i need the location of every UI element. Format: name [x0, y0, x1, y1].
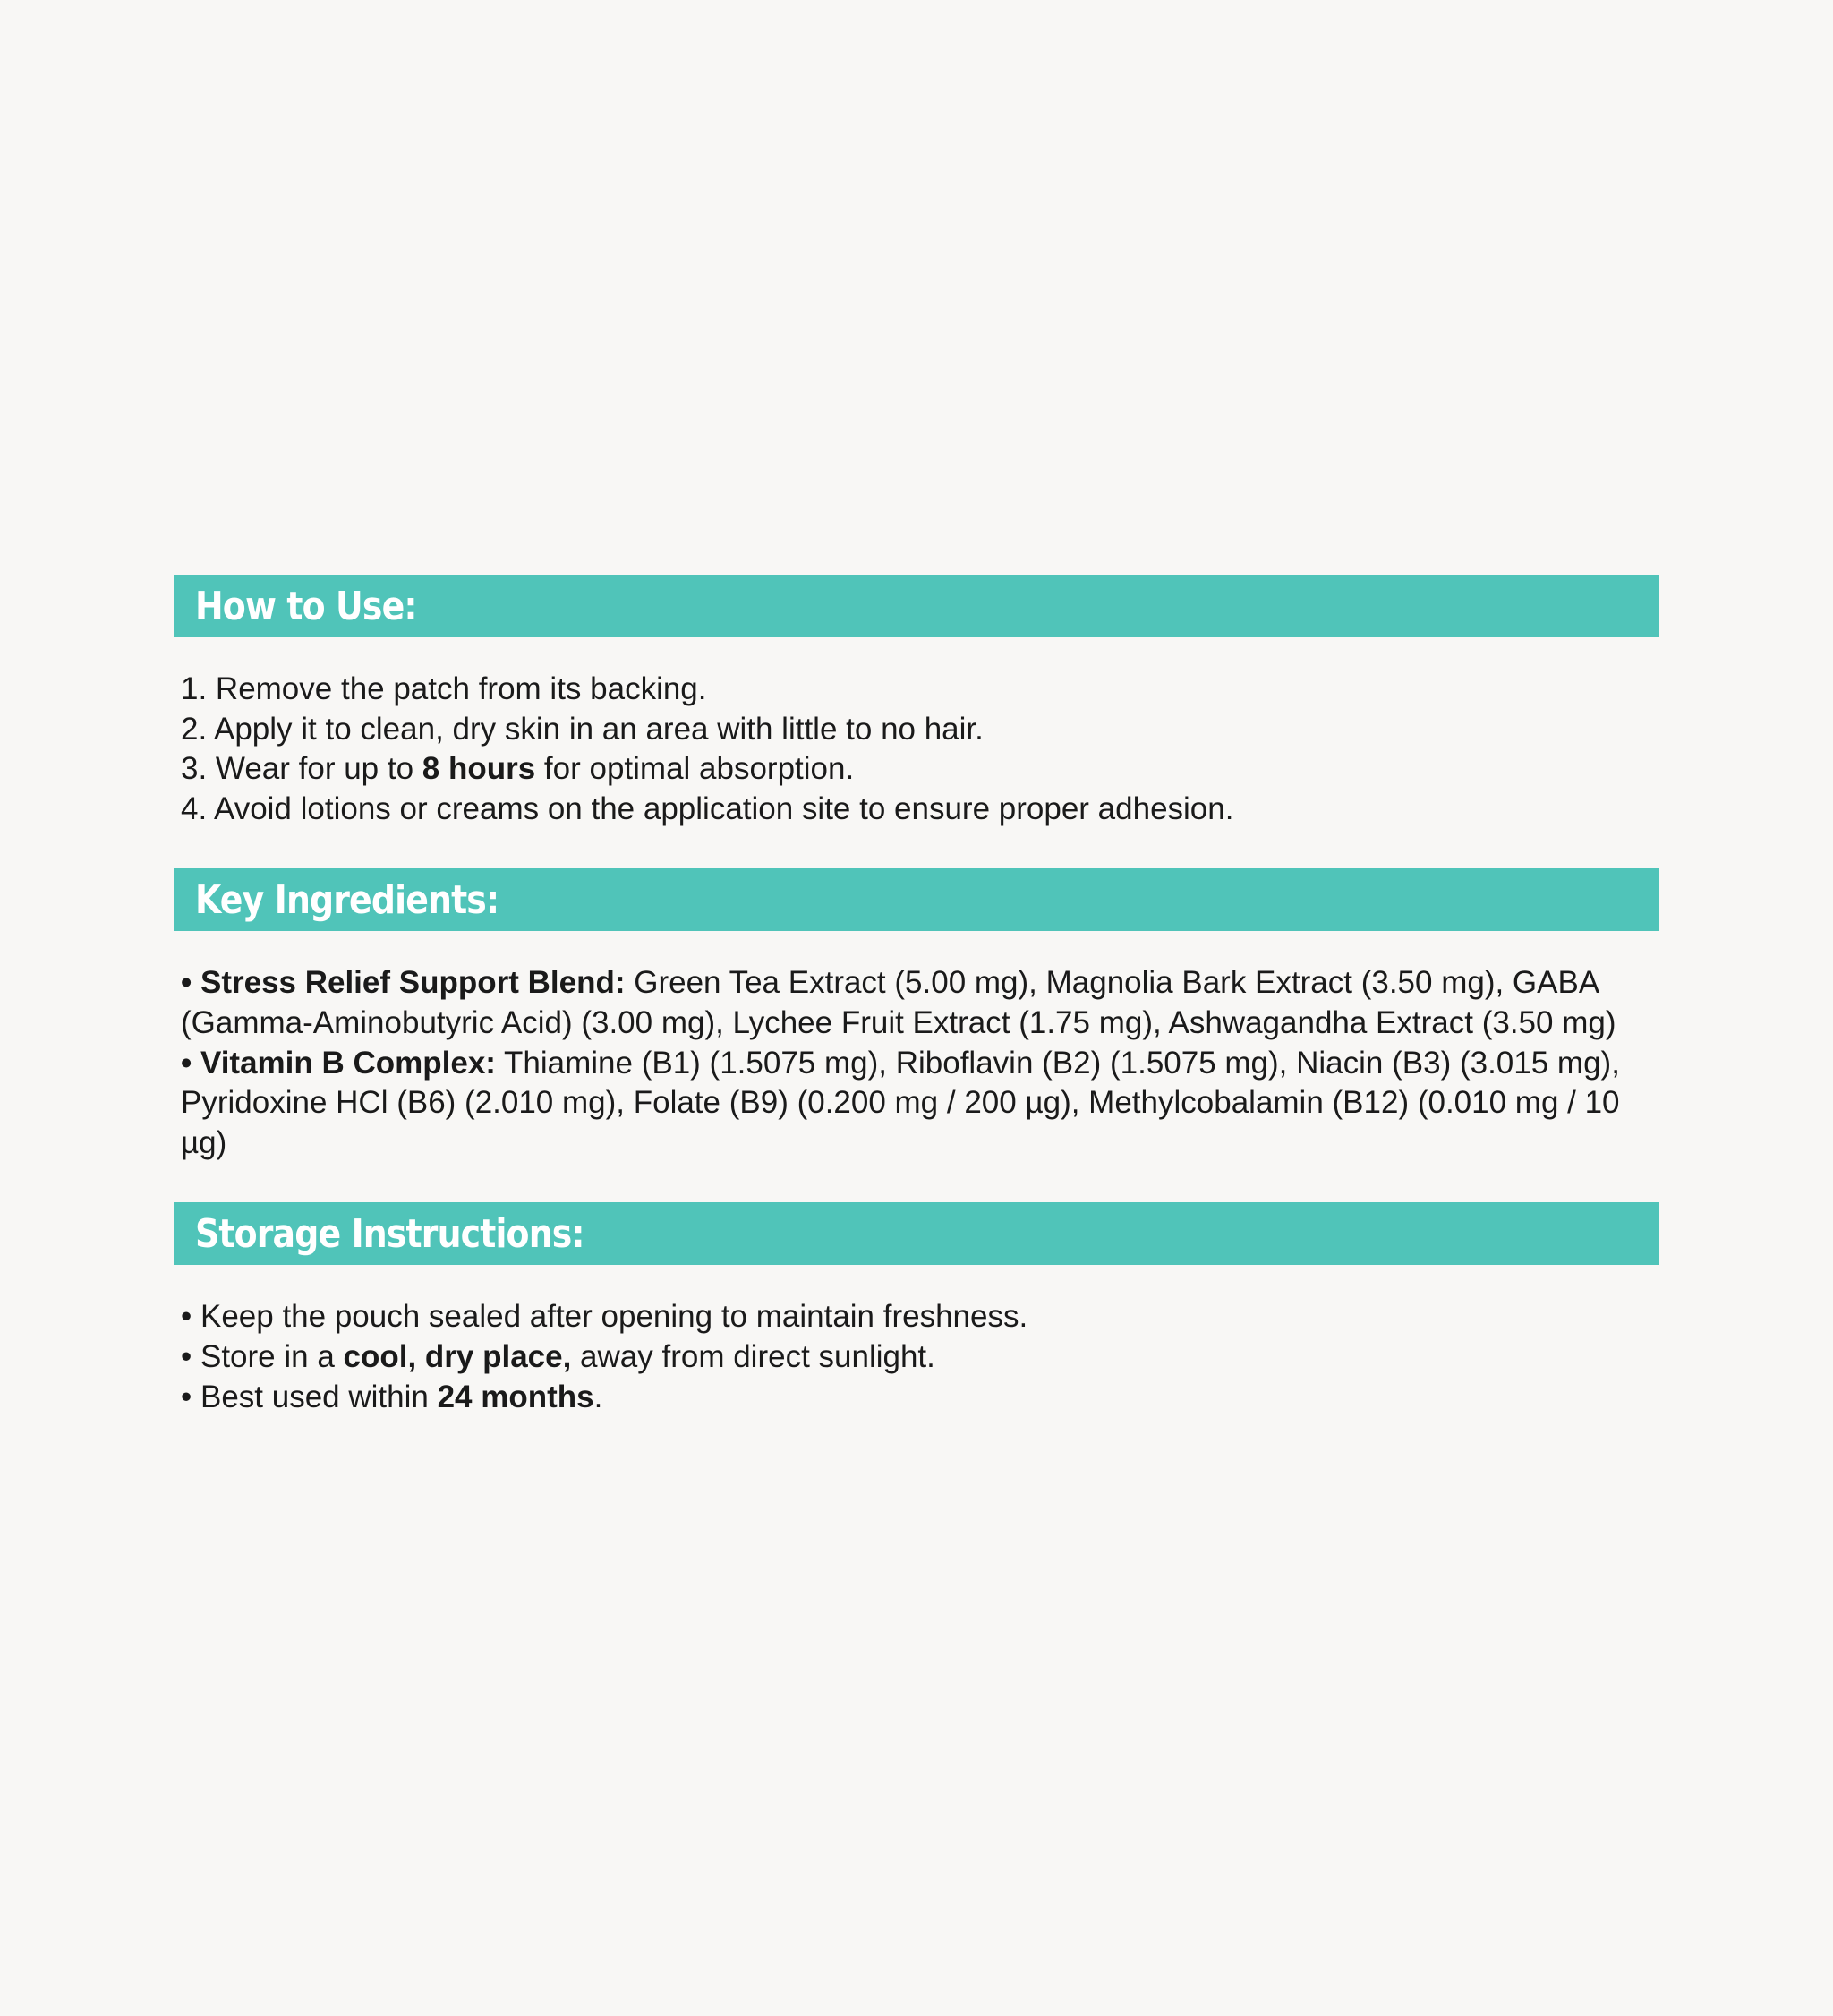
ingredient-item [181, 963, 1659, 1043]
storage-item [181, 1378, 1659, 1418]
how-to-use-title: How to Use: [195, 583, 417, 629]
storage-item [181, 1337, 1659, 1378]
step-emphasis: 8 hours [422, 751, 536, 787]
storage-emphasis: cool, dry place, [343, 1338, 572, 1374]
storage-list [174, 1265, 1659, 1417]
ingredient-details: Green Tea Extract (5.00 mg), Magnolia Bark Extract (3.50 mg), GABA (Gamma-Aminobutyric Acid) (3.00 mg), Lychee Fruit Extract (1.75 mg), Ashwagandha Extract (3.50 mg) [181, 965, 1616, 1040]
key-ingredients-list [174, 931, 1659, 1163]
step-item: 2. Apply it to clean, dry skin in an area with little to no hair. [181, 711, 984, 747]
how-to-use-header [174, 575, 1659, 637]
product-info [174, 575, 1659, 1417]
step-item: 1. Remove the patch from its backing. [181, 671, 707, 706]
ingredient-group-name: • Stress Relief Support Blend: [181, 965, 626, 1001]
storage-emphasis: 24 months [437, 1379, 594, 1414]
storage-text: • Best used within [181, 1379, 438, 1414]
key-ingredients-title: Key Ingredients: [195, 876, 499, 923]
storage-text: away from direct sunlight. [571, 1338, 935, 1374]
key-ingredients-header [174, 868, 1659, 931]
storage-item: • Keep the pouch sealed after opening to maintain freshness. [181, 1299, 1028, 1335]
storage-text: . [593, 1379, 603, 1414]
ingredient-group-name: • Vitamin B Complex: [181, 1045, 496, 1081]
step-text: 3. Wear for up to [181, 751, 422, 787]
storage-header [174, 1202, 1659, 1265]
step-text: for optimal absorption. [535, 751, 855, 787]
step-item: 4. Avoid lotions or creams on the application site to ensure proper adhesion. [181, 790, 1234, 826]
ingredient-item [181, 1044, 1659, 1164]
storage-title: Storage Instructions: [195, 1210, 584, 1257]
step-item [181, 749, 1659, 790]
ingredient-details: Thiamine (B1) (1.5075 mg), Riboflavin (B2) (1.5075 mg), Niacin (B3) (3.015 mg), Pyridoxine HCl (B6) (2.010 mg), Folate (B9) (0.200 mg / 200 µg), Methylcobalamin (B12) (0.010 mg / 10 µg) [181, 1045, 1620, 1160]
how-to-use-steps [174, 637, 1659, 829]
storage-text: • Store in a [181, 1338, 344, 1374]
